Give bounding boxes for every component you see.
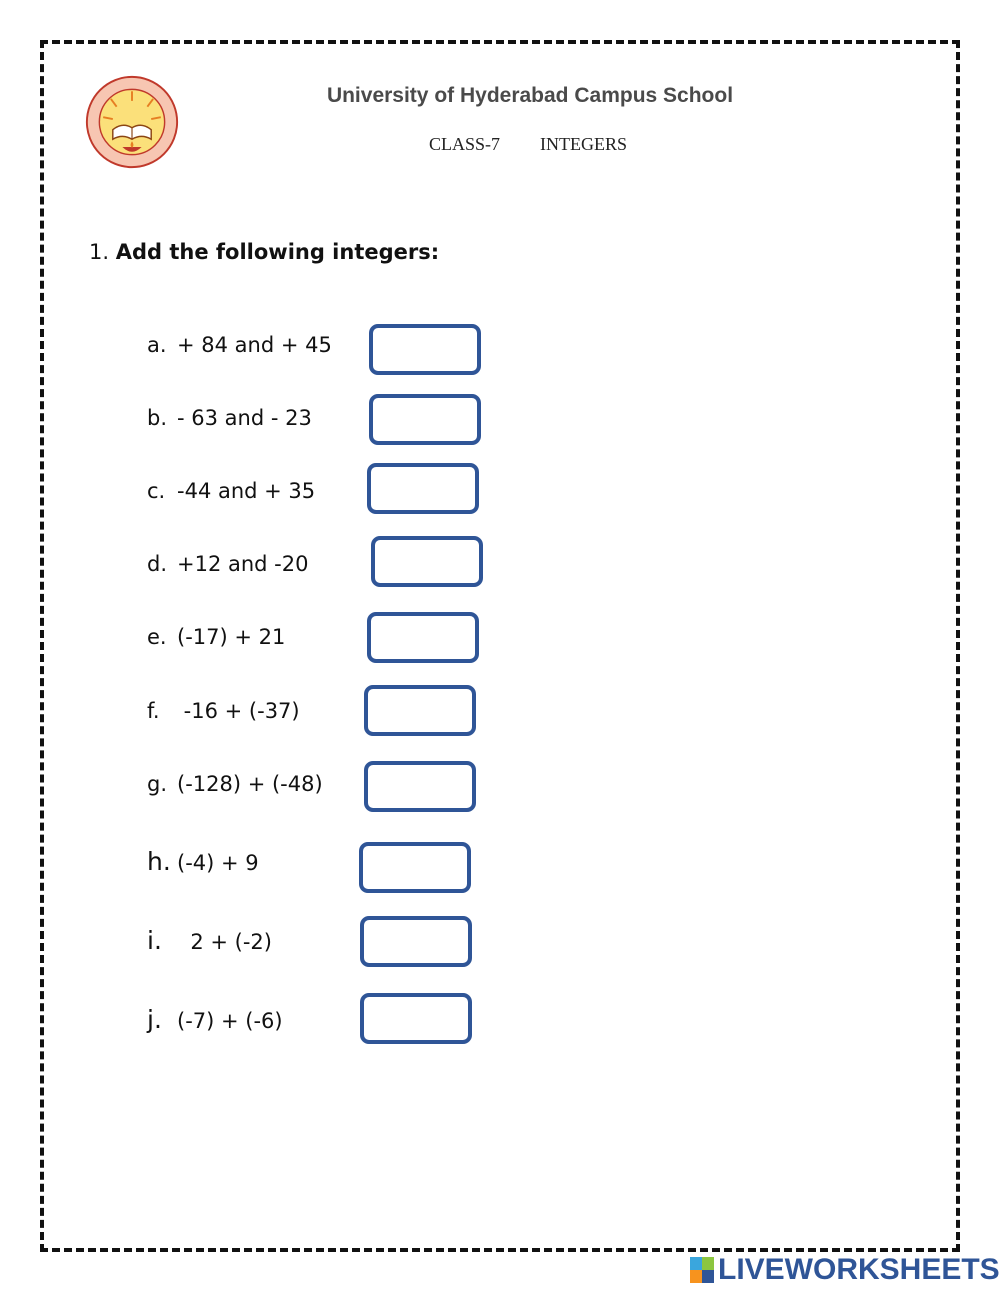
item-d [147,552,308,576]
item-expression: -16 + (-37) [177,699,300,723]
item-letter: j. [147,1005,162,1034]
item-expression: -44 and + 35 [177,479,316,503]
item-expression: (-17) + 21 [177,625,286,649]
item-expression: (-4) + 9 [177,851,259,875]
item-letter: h. [147,847,171,876]
liveworksheets-icon [690,1257,714,1283]
item-letter: f. [147,699,160,723]
item-e [147,625,285,649]
answer-box-d[interactable] [371,536,483,587]
liveworksheets-logo [690,1253,1000,1287]
item-j [147,1005,283,1034]
item-expression: 2 + (-2) [177,930,272,954]
answer-box-g[interactable] [364,761,476,812]
liveworksheets-brand: LIVEWORKSHEETS [718,1253,1000,1286]
question-number: 1. [89,240,110,264]
item-expression: + 84 and + 45 [177,333,332,357]
item-expression: - 63 and - 23 [177,406,312,430]
answer-box-b[interactable] [369,394,481,445]
item-expression: (-7) + (-6) [177,1009,283,1033]
class-label: CLASS-7 [429,134,501,154]
answer-box-h[interactable] [359,842,471,893]
school-name: University of Hyderabad Campus School [326,84,734,107]
item-letter: e. [147,625,167,649]
item-a [147,333,332,357]
item-c [147,479,315,503]
answer-box-c[interactable] [367,463,479,514]
item-letter: d. [147,552,168,576]
item-expression: (-128) + (-48) [177,772,323,796]
item-f [147,699,300,723]
item-letter: i. [147,926,162,955]
item-g [147,772,323,796]
answer-box-f[interactable] [364,685,476,736]
item-h [147,847,259,876]
item-letter: a. [147,333,167,357]
item-i [147,926,272,955]
question-text: Add the following integers: [115,240,440,264]
item-letter: c. [147,479,166,503]
item-letter: b. [147,406,168,430]
item-b [147,406,312,430]
topic-label: INTEGERS [540,134,627,154]
answer-box-a[interactable] [369,324,481,375]
item-expression: +12 and -20 [177,552,309,576]
item-letter: g. [147,772,168,796]
answer-box-j[interactable] [360,993,472,1044]
answer-box-e[interactable] [367,612,479,663]
answer-box-i[interactable] [360,916,472,967]
question-heading [89,240,439,264]
school-logo [84,74,180,170]
